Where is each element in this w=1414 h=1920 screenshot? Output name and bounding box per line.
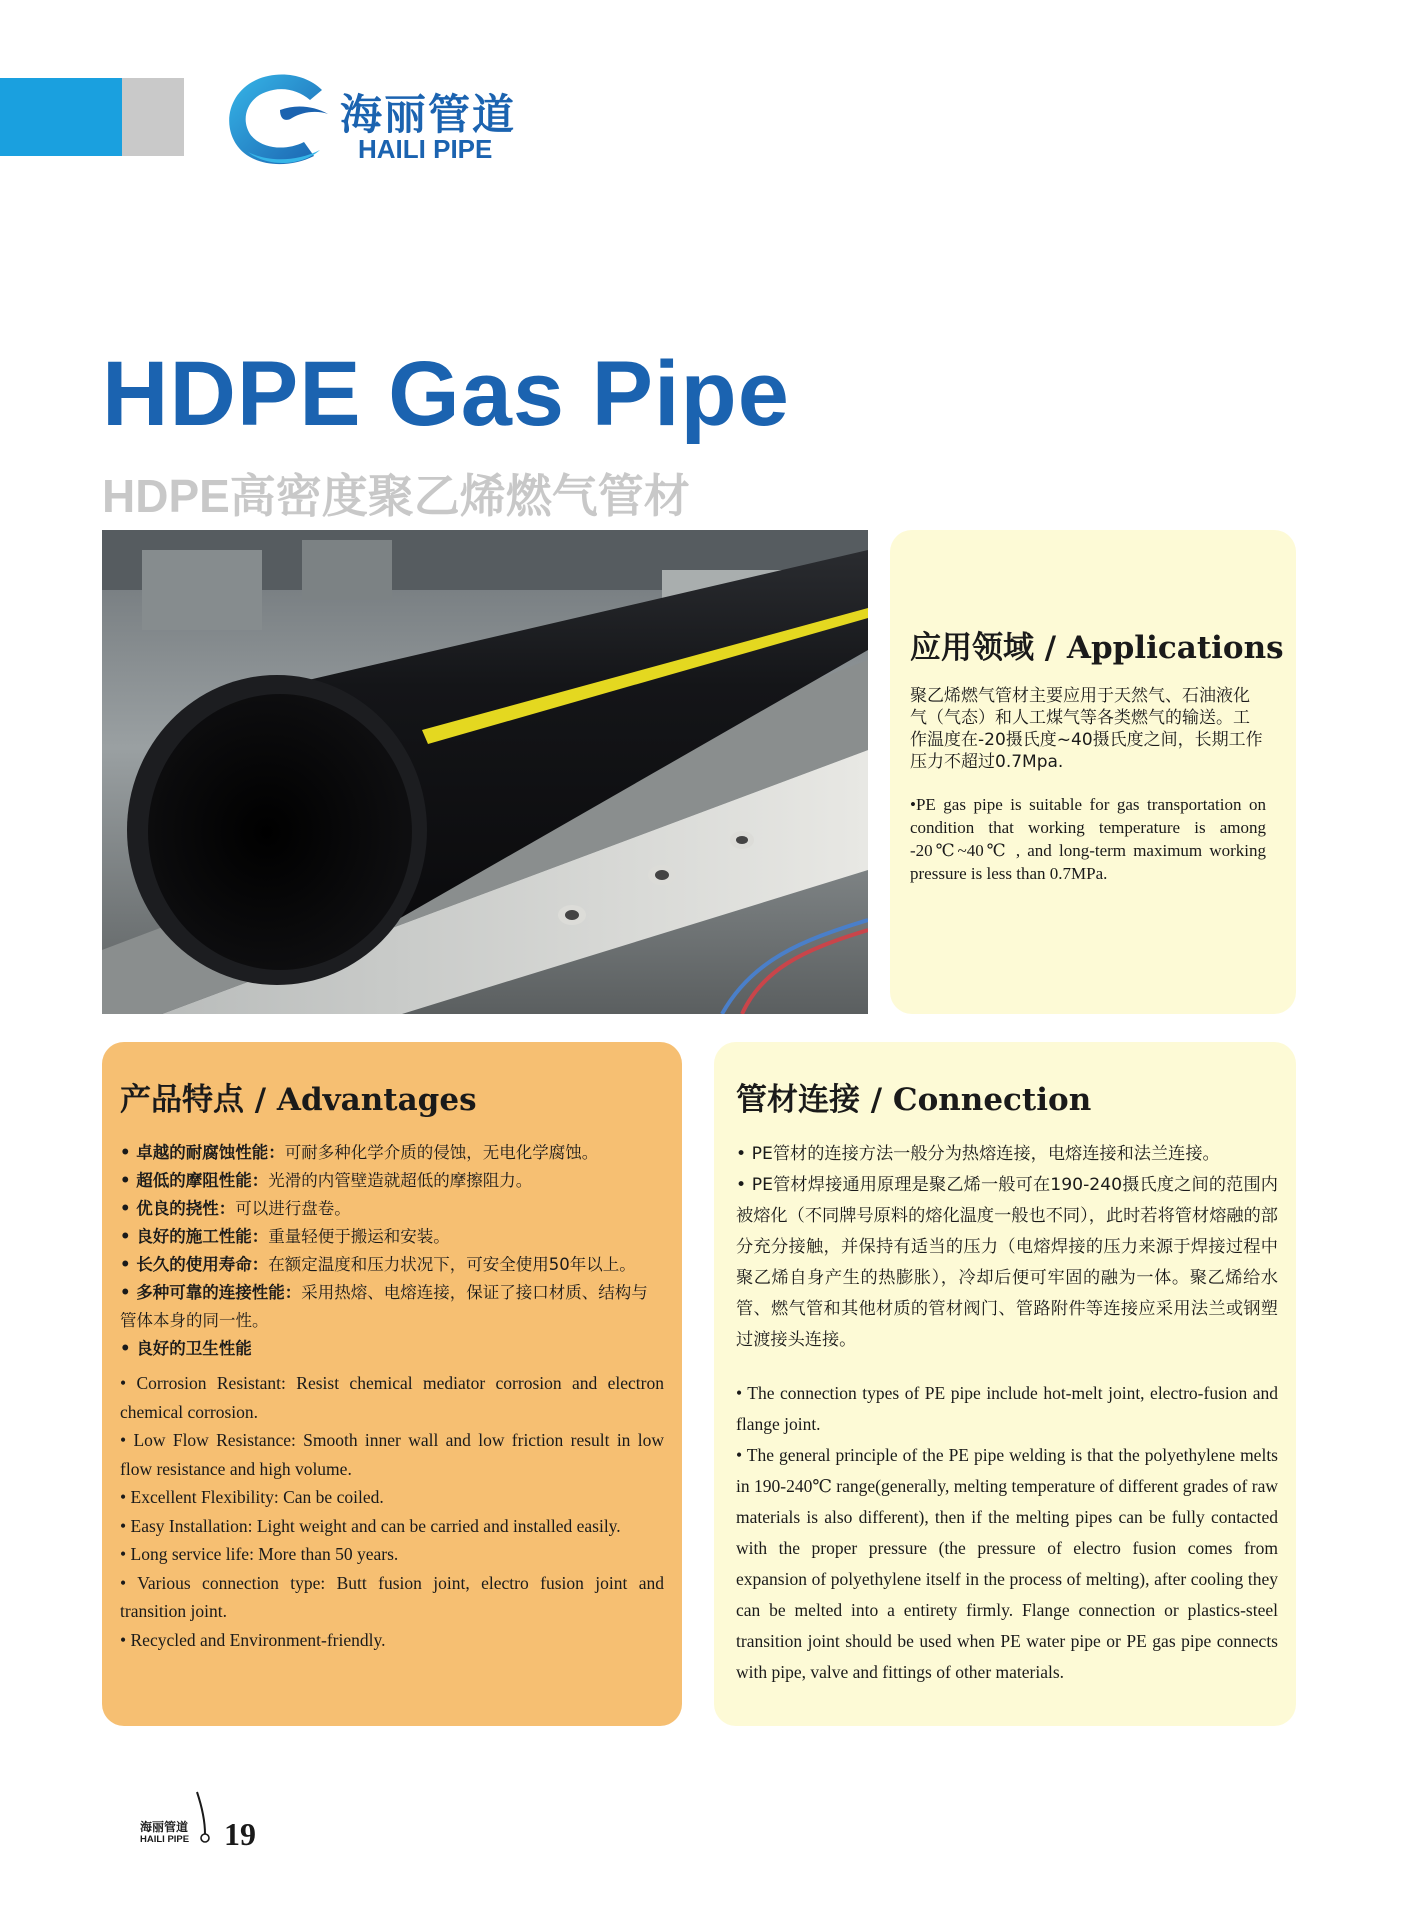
advantages-title: 产品特点 / Advantages xyxy=(120,1082,477,1118)
logo-text-cn: 海丽管道 xyxy=(340,90,517,139)
list-item xyxy=(120,1195,664,1223)
connection-text-en xyxy=(736,1378,1278,1688)
header-blue-bar xyxy=(0,78,122,156)
item-text: 在额定温度和压力状况下，可安全使用50年以上。 xyxy=(268,1255,636,1274)
list-item: • Easy Installation: Light weight and can be carried and installed easily. xyxy=(120,1515,621,1536)
item-label: • 卓越的耐腐蚀性能： xyxy=(120,1143,285,1162)
applications-text-en: •PE gas pipe is suitable for gas transportation on condition that working temperature is among -20℃~40℃ , and long-term maximum working pressure is less than 0.7MPa. xyxy=(910,795,1266,883)
list-item: • Low Flow Resistance: Smooth inner wall and low friction result in low flow resistance and high volume. xyxy=(120,1430,664,1479)
connection-card xyxy=(714,1042,1296,1726)
page-number: 19 xyxy=(224,1816,256,1852)
haili-logo-icon xyxy=(218,70,338,170)
advantages-list-en xyxy=(120,1369,664,1654)
item-label: • 长久的使用寿命： xyxy=(120,1255,269,1274)
connection-text-cn xyxy=(736,1139,1278,1356)
applications-card xyxy=(890,530,1296,1014)
item-text: 采用热熔、电熔连接，保证了接口材质、结构与管体本身的同一性。 xyxy=(120,1283,648,1330)
page-title: HDPE Gas Pipe xyxy=(102,343,790,445)
list-item: • Corrosion Resistant: Resist chemical mediator corrosion and electron chemical corrosion. xyxy=(120,1373,664,1422)
list-item xyxy=(120,1167,664,1195)
item-label: • 超低的摩阻性能： xyxy=(120,1171,269,1190)
list-item: • Excellent Flexibility: Can be coiled. xyxy=(120,1487,384,1507)
header-gray-bar xyxy=(122,78,184,156)
list-item: • Recycled and Environment-friendly. xyxy=(120,1629,386,1650)
pipe-photo xyxy=(102,530,868,1014)
list-item: • The connection types of PE pipe include hot-melt joint, electro-fusion and flange joint. xyxy=(736,1383,1278,1434)
item-text: 可以进行盘卷。 xyxy=(235,1199,351,1218)
list-item xyxy=(120,1251,664,1279)
page-subtitle: HDPE高密度聚乙烯燃气管材 xyxy=(102,470,690,522)
list-item xyxy=(120,1335,664,1363)
item-text: 重量轻便于搬运和安装。 xyxy=(268,1227,450,1246)
item-text: 光滑的内管壁造就超低的摩擦阻力。 xyxy=(268,1171,533,1190)
logo-text-en: HAILI PIPE xyxy=(358,134,493,164)
footer-needle-icon xyxy=(193,1790,223,1850)
list-item: • PE管材焊接通用原理是聚乙烯一般可在190-240摄氏度之间的范围内被熔化（不同牌号原料的熔化温度一般也不同），此时若将管材熔融的部分充分接触，并保持有适当的压力（电熔焊接的压力来源于焊接过程中聚乙烯自身产生的热膨胀），冷却后便可牢固的融为一体。聚乙烯给水管、燃气管和其他材质的管材阀门、管路附件等连接应采用法兰或钢塑过渡接头连接。 xyxy=(736,1175,1278,1350)
advantages-card xyxy=(102,1042,682,1726)
item-label: • 良好的卫生性能 xyxy=(120,1339,252,1358)
list-item: • Long service life: More than 50 years. xyxy=(120,1544,399,1564)
item-label: • 良好的施工性能： xyxy=(120,1227,269,1246)
list-item: • PE管材的连接方法一般分为热熔连接，电熔连接和法兰连接。 xyxy=(736,1144,1220,1164)
list-item xyxy=(120,1139,664,1167)
applications-text-cn: 聚乙烯燃气管材主要应用于天然气、石油液化气（气态）和人工煤气等各类燃气的输送。工作温度在-20摄氏度~40摄氏度之间，长期工作压力不超过0.7Mpa. xyxy=(910,686,1263,772)
footer-logo-cn: 海丽管道 xyxy=(140,1820,189,1834)
list-item xyxy=(120,1279,664,1335)
item-label: • 多种可靠的连接性能： xyxy=(120,1283,302,1302)
list-item xyxy=(120,1223,664,1251)
connection-title: 管材连接 / Connection xyxy=(736,1082,1092,1118)
item-label: • 优良的挠性： xyxy=(120,1199,236,1218)
list-item: • Various connection type: Butt fusion joint, electro fusion joint and transition joint. xyxy=(120,1572,664,1621)
applications-title: 应用领域 / Applications xyxy=(910,630,1284,666)
advantages-list-cn xyxy=(120,1139,664,1363)
list-item: • The general principle of the PE pipe welding is that the polyethylene melts in 190-240℃ range(generally, melting temperature of different grades of raw materials is also different), then if the melting pipes can be fully contacted with the proper pressure (the pressure of electro fusion comes from expansion of polyethylene itself in the process of melting), after cooling they can be melted into a entirety firmly. Flange connection or plastics-steel transition joint should be used when PE water pipe or PE gas pipe connects with pipe, valve and fittings of other materials. xyxy=(736,1445,1278,1682)
footer-logo-en: HAILI PIPE xyxy=(140,1834,190,1845)
item-text: 可耐多种化学介质的侵蚀，无电化学腐蚀。 xyxy=(284,1143,599,1162)
